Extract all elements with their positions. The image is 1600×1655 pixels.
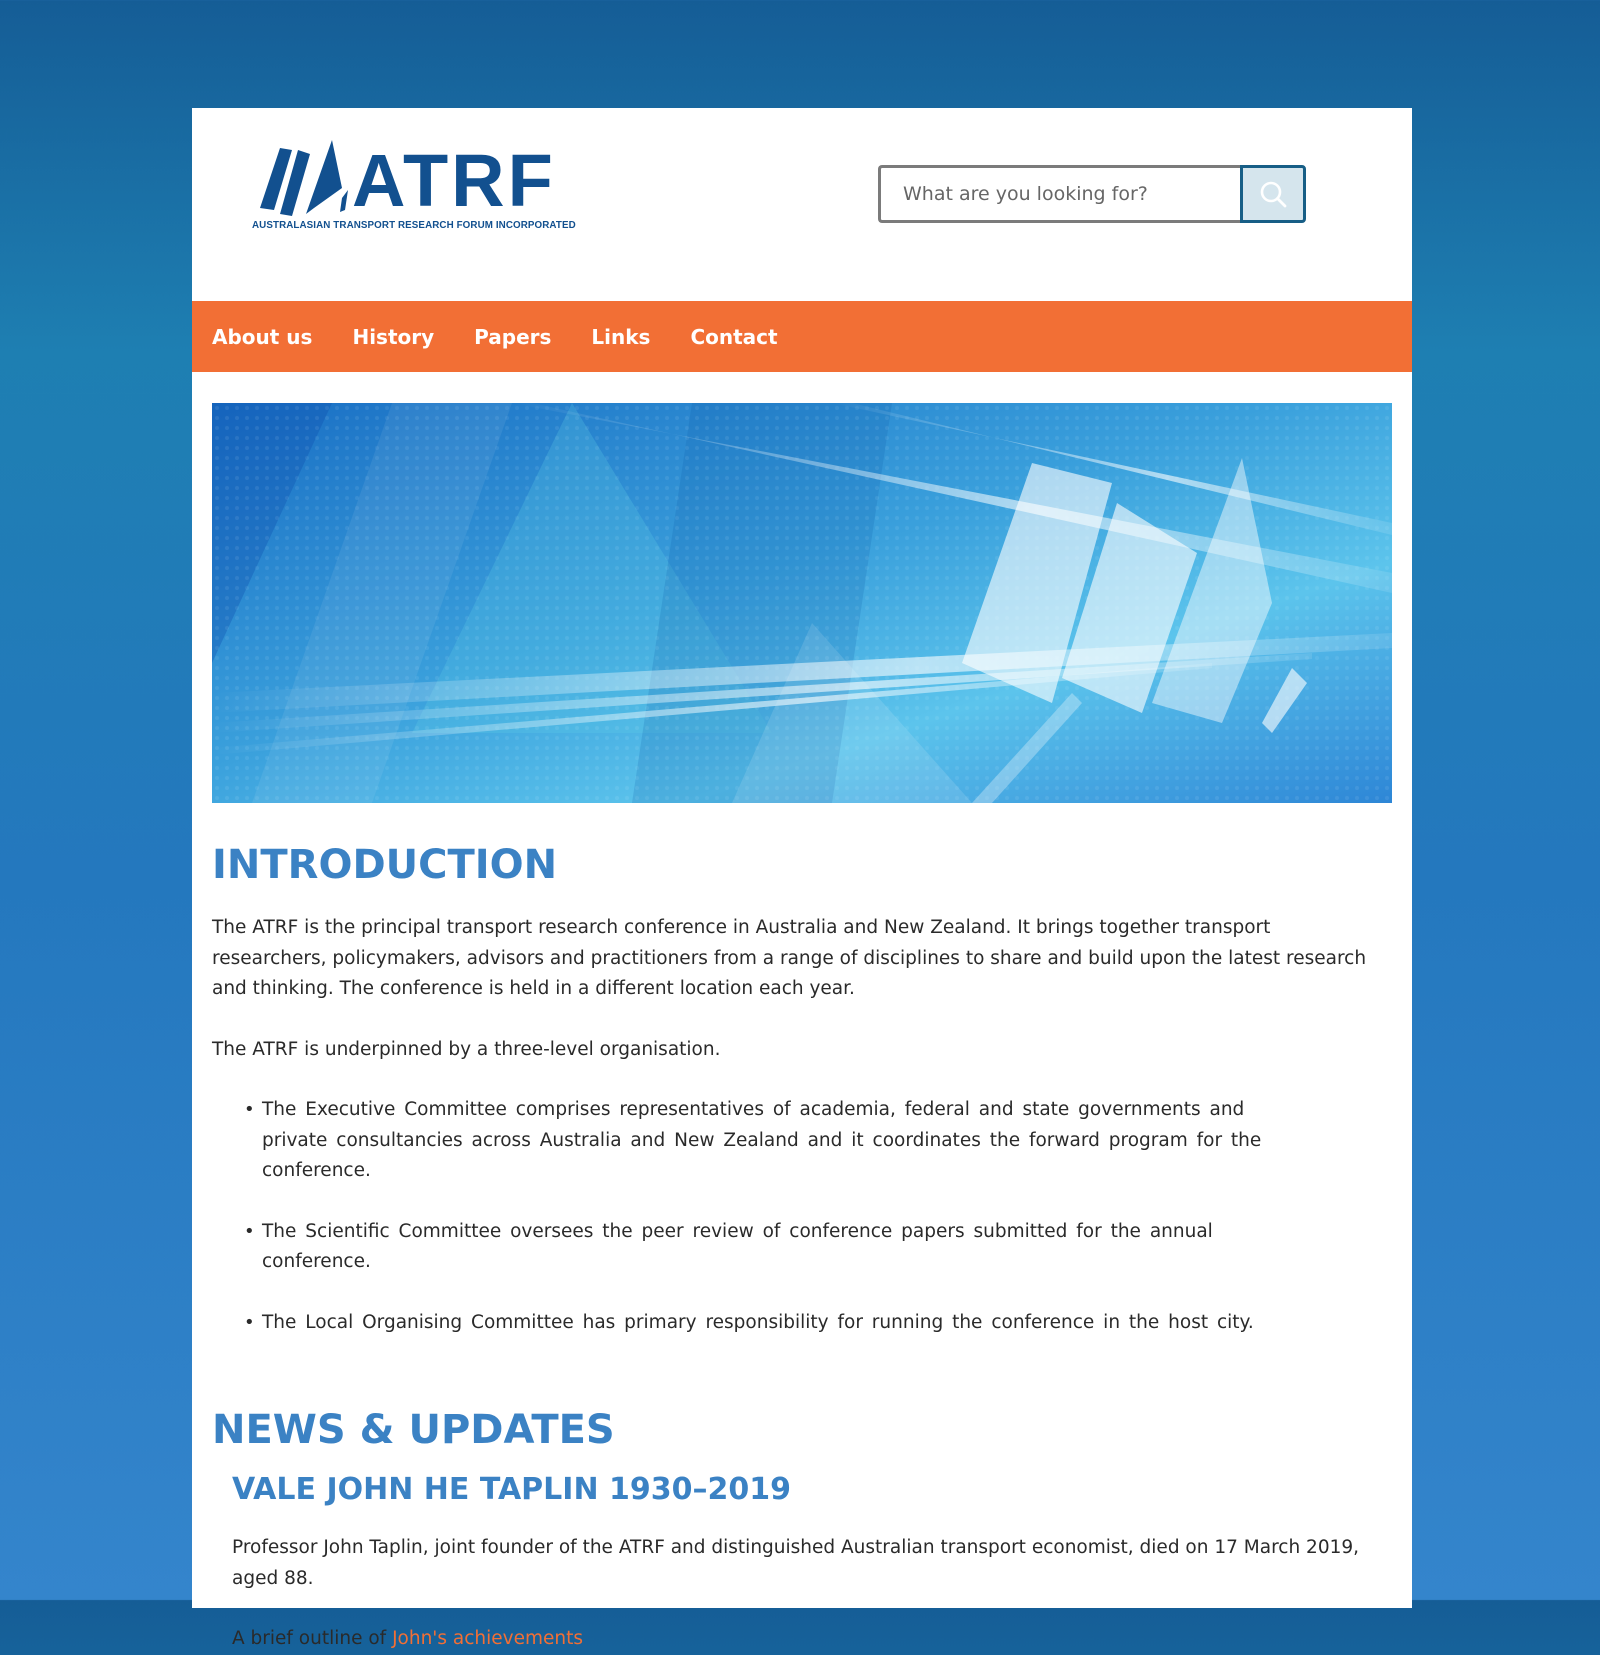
committee-scientific-text: The Scientific Committee oversees the peer review of conference papers submitted for the annual conference. bbox=[262, 1220, 1213, 1272]
introduction-heading: INTRODUCTION bbox=[212, 842, 558, 888]
bullet-icon: • bbox=[244, 1220, 255, 1242]
main-navigation bbox=[192, 301, 1412, 372]
search-bar bbox=[878, 165, 1308, 223]
bullet-icon: • bbox=[244, 1311, 255, 1333]
atrf-logo-mark-icon bbox=[252, 138, 352, 218]
site-header bbox=[192, 108, 1412, 301]
main-content bbox=[212, 843, 1372, 1655]
news-heading: NEWS & UPDATES bbox=[212, 1407, 615, 1453]
search-icon bbox=[1258, 179, 1288, 209]
committee-local-text: The Local Organising Committee has primary responsibility for running the conference in the host city. bbox=[262, 1311, 1254, 1333]
search-input[interactable] bbox=[878, 165, 1240, 223]
news-article-title[interactable]: VALE JOHN HE TAPLIN 1930–2019 bbox=[232, 1472, 791, 1507]
nav-item-history[interactable]: History bbox=[352, 324, 435, 349]
hero-banner-image bbox=[212, 403, 1392, 803]
nav-item-contact[interactable]: Contact bbox=[690, 324, 778, 349]
list-item bbox=[244, 1217, 1372, 1278]
intro-paragraph-2: The ATRF is underpinned by a three-level organisation. bbox=[212, 1038, 721, 1060]
page-container bbox=[192, 108, 1412, 1649]
intro-paragraph-1: The ATRF is the principal transport research conference in Australia and New Zealand. It brings together transport researchers, policymakers, advisors and practitioners from a range of disciplines to share and build upon the latest research and thinking. The conference is held in a different location each year. bbox=[212, 917, 1367, 999]
bullet-icon: • bbox=[244, 1099, 255, 1120]
logo-wordmark: ATRF bbox=[352, 139, 556, 222]
news-article-body: Professor John Taplin, joint founder of the ATRF and distinguished Australian transport economist, died on 17 March 2019, aged 88. bbox=[232, 1537, 1360, 1589]
atrf-logo[interactable] bbox=[252, 138, 576, 238]
achievements-link[interactable]: John's achievements bbox=[392, 1628, 584, 1649]
search-button[interactable] bbox=[1240, 165, 1306, 223]
nav-item-about-us[interactable]: About us bbox=[212, 324, 313, 349]
news-article-more bbox=[232, 1624, 1372, 1655]
news-more-prefix: A brief outline of bbox=[232, 1628, 393, 1649]
hero-banner bbox=[212, 403, 1392, 803]
committee-list bbox=[212, 1095, 1372, 1338]
list-item bbox=[244, 1308, 1372, 1339]
nav-item-links[interactable]: Links bbox=[591, 324, 651, 349]
list-item bbox=[244, 1095, 1372, 1187]
nav-item-papers[interactable]: Papers bbox=[474, 324, 552, 349]
news-article bbox=[212, 1472, 1372, 1655]
committee-executive-text: The Executive Committee comprises representatives of academia, federal and state governments and private consultancies across Australia and New Zealand and it coordinates the forward program for the conference. bbox=[262, 1099, 1262, 1181]
logo-tagline: AUSTRALASIAN TRANSPORT RESEARCH FORUM INCORPORATED bbox=[252, 220, 576, 231]
